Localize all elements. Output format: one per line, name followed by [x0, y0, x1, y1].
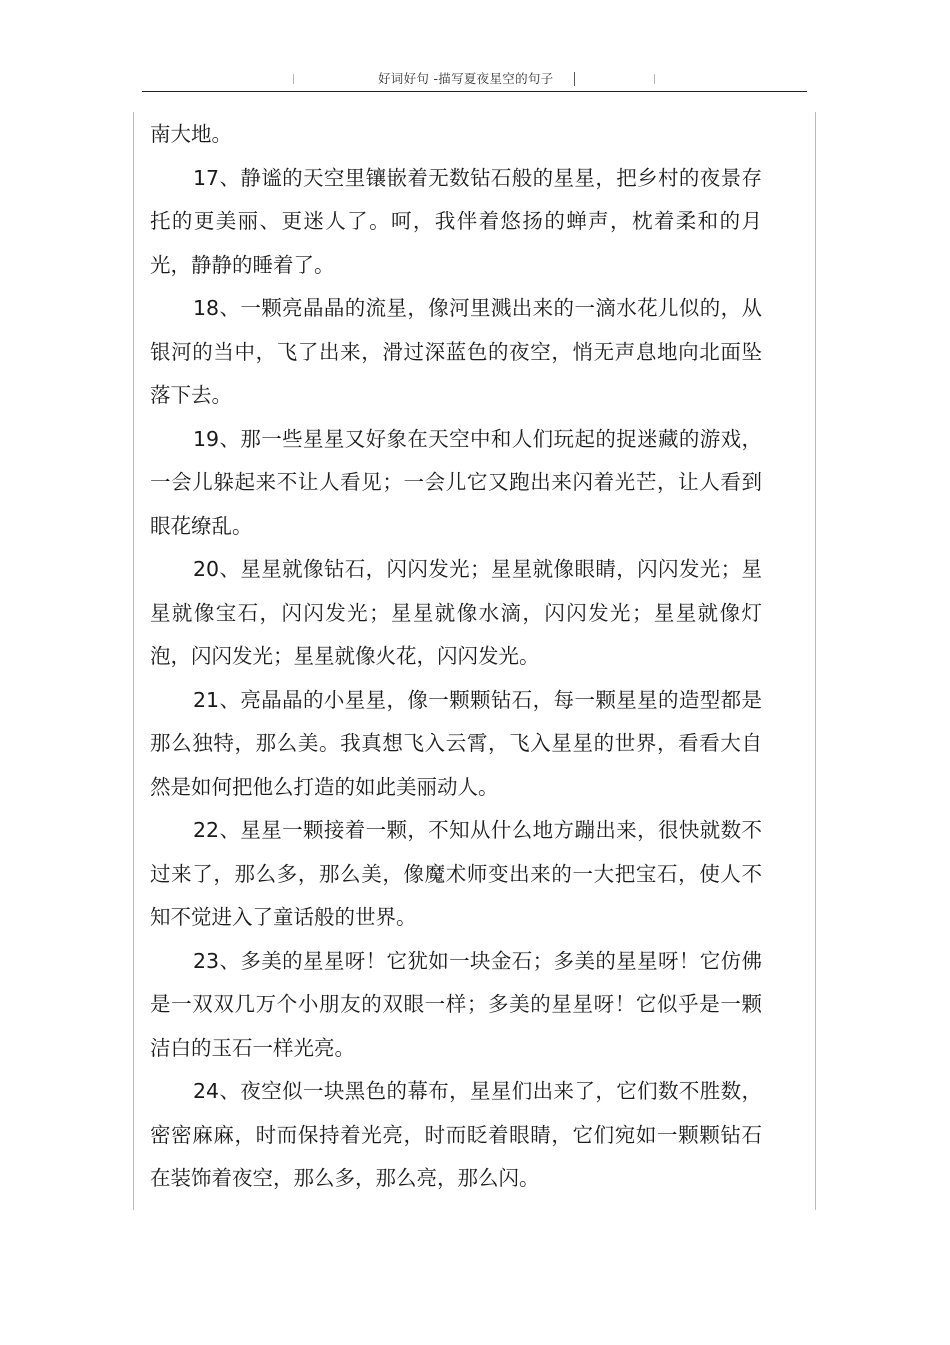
paragraph-18: 18、一颗亮晶晶的流星，像河里溅出来的一滴水花儿似的，从银河的当中，飞了出来，滑过深蓝色的夜空，悄无声息地向北面坠落下去。	[150, 296, 762, 407]
paragraph-continuation: 南大地。	[150, 122, 232, 146]
right-margin-line	[815, 112, 816, 1210]
header-tick-mark	[574, 72, 575, 86]
header-title: 好词好句 -描写夏夜星空的句子	[378, 71, 554, 86]
paragraph-19: 19、那一些星星又好象在天空中和人们玩起的捉迷藏的游戏，一会儿躲起来不让人看见；一会儿它又跑出来闪着光芒，让人看到眼花缭乱。	[150, 426, 762, 538]
paragraph-22: 22、星星一颗接着一颗，不知从什么地方蹦出来，很快就数不过来了，那么多，那么美，像魔术师变出来的一大把宝石，使人不知不觉进入了童话般的世界。	[150, 818, 762, 929]
header-divider	[142, 91, 807, 92]
paragraph-24: 24、夜空似一块黑色的幕布，星星们出来了，它们数不胜数，密密麻麻，时而保持着光亮，时而眨着眼睛，它们宛如一颗颗钻石在装饰着夜空，那么多，那么亮，那么闪。	[150, 1079, 762, 1190]
paragraph-20: 20、星星就像钻石，闪闪发光；星星就像眼睛，闪闪发光；星星就像宝石，闪闪发光；星星就像水滴，闪闪发光；星星就像灯泡，闪闪发光；星星就像火花，闪闪发光。	[150, 557, 762, 668]
document-body	[150, 113, 762, 1201]
paragraph-21: 21、亮晶晶的小星星，像一颗颗钻石，每一颗星星的造型都是那么独特，那么美。我真想飞入云霄，飞入星星的世界，看看大自然是如何把他么打造的如此美丽动人。	[150, 687, 762, 799]
paragraph-23: 23、多美的星星呀！它犹如一块金石；多美的星星呀！它仿佛是一双双几万个小朋友的双眼一样；多美的星星呀！它似乎是一颗洁白的玉石一样光亮。	[150, 948, 762, 1060]
paragraph-17: 17、静谧的天空里镶嵌着无数钻石般的星星，把乡村的夜景存托的更美丽、更迷人了。呵，我伴着悠扬的蝉声，枕着柔和的月光，静静的睡着了。	[150, 165, 762, 277]
page-header	[0, 70, 950, 92]
left-margin-line	[133, 112, 134, 1210]
header-tick-mark	[293, 74, 294, 84]
header-tick-mark	[654, 74, 655, 84]
